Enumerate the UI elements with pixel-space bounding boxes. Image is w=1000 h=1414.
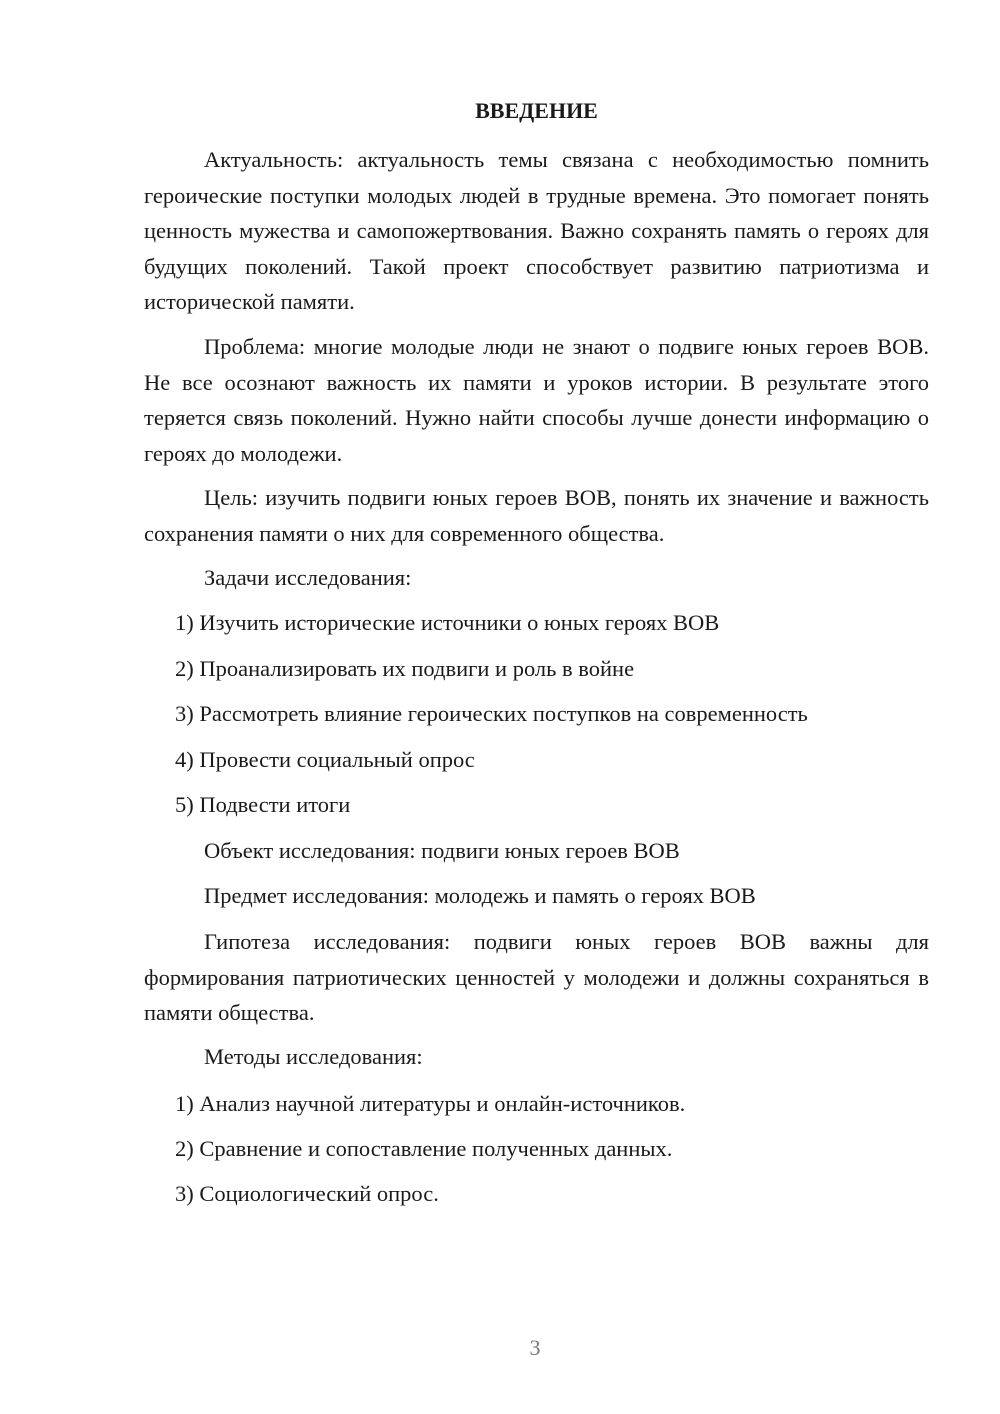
- method-item: 3) Социологический опрос.: [175, 1181, 439, 1206]
- relevance-paragraph: Актуальность: актуальность темы связана с необходимостью помнить героические поступки молодых людей в трудные времена. Это помогает понять ценность мужества и самопожертвования. Важно сохранять память о героях для будущих поколений. Такой проект способствует развитию патриотизма и исторической памяти.: [144, 147, 929, 314]
- hypothesis-paragraph: Гипотеза исследования: подвиги юных героев ВОВ важны для формирования патриотических ценностей у молодежи и должны сохраняться в памяти общества.: [144, 929, 929, 1025]
- task-item: 5) Подвести итоги: [175, 792, 351, 817]
- problem-paragraph: Проблема: многие молодые люди не знают о подвиге юных героев ВОВ. Не все осознают важность их памяти и уроков истории. В результате этого теряется связь поколений. Нужно найти способы лучше донести информацию о героях до молодежи.: [144, 334, 929, 466]
- research-object: Объект исследования: подвиги юных героев ВОВ: [204, 838, 680, 863]
- research-subject: Предмет исследования: молодежь и память о героях ВОВ: [204, 883, 756, 908]
- task-item: 2) Проанализировать их подвиги и роль в войне: [175, 656, 635, 681]
- methods-heading: Методы исследования:: [204, 1044, 423, 1069]
- task-item: 4) Провести социальный опрос: [175, 747, 475, 772]
- page-number: 3: [529, 1335, 541, 1360]
- method-item: 1) Анализ научной литературы и онлайн-источников.: [175, 1091, 686, 1116]
- task-item: 1) Изучить исторические источники о юных героях ВОВ: [175, 610, 720, 635]
- page-title: ВВЕДЕНИЕ: [475, 98, 598, 123]
- tasks-heading: Задачи исследования:: [204, 565, 412, 590]
- goal-paragraph: Цель: изучить подвиги юных героев ВОВ, понять их значение и важность сохранения памяти о них для современного общества.: [144, 485, 929, 546]
- task-item: 3) Рассмотреть влияние героических поступков на современность: [175, 701, 808, 726]
- method-item: 2) Сравнение и сопоставление полученных данных.: [175, 1136, 673, 1161]
